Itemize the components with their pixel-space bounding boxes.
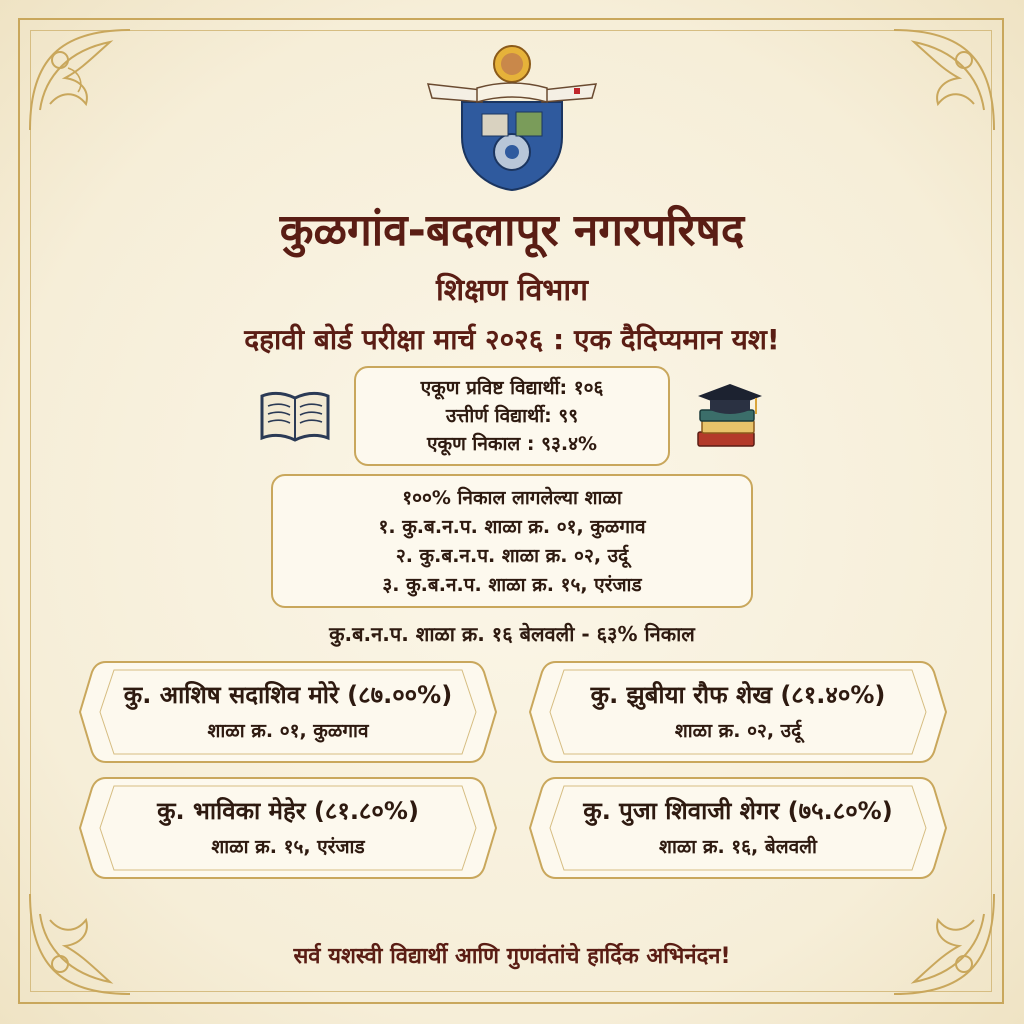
passed-students: उत्तीर्ण विद्यार्थी: ९९: [445, 405, 579, 427]
school-item: २. कु.ब.न.प. शाळा क्र. ०२, उर्दू: [395, 545, 629, 567]
graduation-cap-icon: [692, 380, 764, 450]
schools-box: [271, 474, 753, 608]
headline: दहावी बोर्ड परीक्षा मार्च २०२६ : एक दैदिप्यमान यश!: [244, 323, 780, 356]
open-book-icon: [258, 388, 332, 444]
topper-name: कु. पुजा शिवाजी शेगर (७५.८०%): [583, 797, 893, 825]
total-students: एकूण प्रविष्ट विद्यार्थी: १०६: [420, 377, 604, 399]
result-note: कु.ब.न.प. शाळा क्र. १६ बेलवली - ६३% निकाल: [329, 622, 695, 646]
school-item: ३. कु.ब.न.प. शाळा क्र. १५, एरंजाड: [382, 574, 642, 596]
topper-name: कु. झुबीया रौफ शेख (८१.४०%): [590, 681, 886, 709]
topper-card: [548, 666, 928, 758]
congratulations-footer: सर्व यशस्वी विद्यार्थी आणि गुणवंतांचे हार्दिक अभिनंदन!: [293, 944, 731, 969]
topper-school: शाळा क्र. ०२, उर्दू: [674, 720, 802, 742]
overall-result: एकूण निकाल : ९३.४%: [426, 433, 598, 455]
corner-ornament-icon: [884, 20, 1004, 140]
topper-school: शाळा क्र. १६, बेलवली: [659, 836, 817, 858]
topper-name: कु. भाविका मेहेर (८१.८०%): [157, 797, 419, 825]
topper-card: [98, 782, 478, 874]
corner-ornament-icon: [20, 20, 140, 140]
schools-heading: १००% निकाल लागलेल्या शाळा: [402, 487, 622, 509]
department-title: शिक्षण विभाग: [435, 273, 588, 308]
topper-name: कु. आशिष सदाशिव मोरे (८७.००%): [123, 681, 453, 709]
topper-card: [548, 782, 928, 874]
stats-box: [354, 366, 670, 466]
topper-school: शाळा क्र. ०१, कुळगाव: [207, 720, 369, 742]
topper-card: [98, 666, 478, 758]
topper-school: शाळा क्र. १५, एरंजाड: [211, 836, 365, 858]
page-title: कुळगांव-बदलापूर नगरपरिषद: [279, 205, 745, 256]
school-item: १. कु.ब.न.प. शाळा क्र. ०१, कुळगाव: [378, 516, 646, 538]
municipal-emblem-icon: [422, 42, 602, 192]
